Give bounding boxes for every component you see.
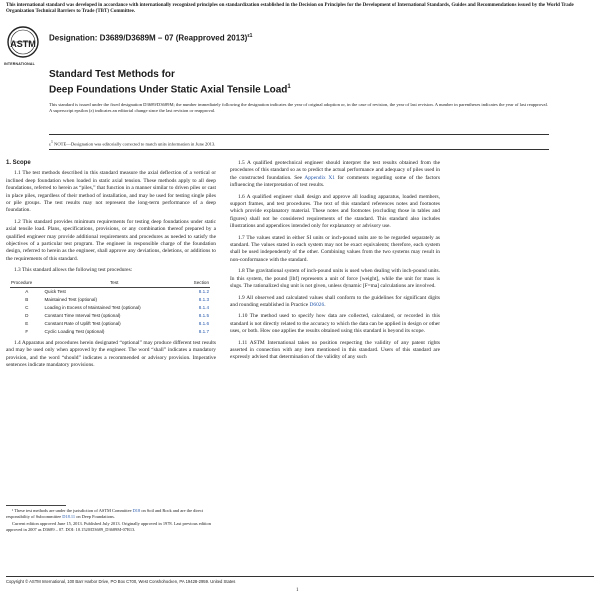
section-link[interactable]: 8.1.4: [198, 304, 209, 310]
table-row: [10, 287, 210, 296]
column-header-procedure: Procedure: [10, 279, 43, 288]
test-cell: Maintained Test (optional): [44, 296, 97, 302]
paragraph-1-7: 1.7 The values stated in either SI units or inch-pound units are to be regarded separately as standard. The values stated in each system may not be exact equivalents; therefore, each system shall be used independently of the other. Combining values from the two systems may result in non-conformance with the standard.: [230, 234, 440, 263]
paragraph-1-2: 1.2 This standard provides minimum requirements for testing deep foundations under static axial tensile load. Plans, specifications, provisions, or any combination thereof prepared by a qualified engineer may provide additional requirements and procedures as needed to satisfy the objectives of a particular test program. The engineer in responsible charge of the foundation design, referred to herein as the engineer, shall approve any deviations, deletions, or additions to the requirements of this standard.: [6, 218, 216, 262]
procedure-cell: A: [25, 288, 29, 294]
page-number: 1: [296, 588, 299, 593]
paragraph-1-9-text: 1.9 All observed and calculated values shall conform to the guidelines for significant digits and rounding established in Practice: [230, 294, 440, 308]
paragraph-1-5: [230, 160, 440, 190]
paragraph-1-4: 1.4 Apparatus and procedures herein designated “optional” may produce different test results and may be used only when approved by the engineer. The word “shall” indicates a mandatory provision, and the word “should” indicates a recommended or advisory provision. Imperative sentences indicate mandatory provisions.: [6, 339, 216, 368]
title-line-1: Standard Test Methods for: [49, 69, 175, 80]
designation-superscript: ε1: [247, 33, 253, 39]
divider: [49, 149, 549, 150]
procedure-cell: F: [25, 328, 29, 334]
d18-11-link[interactable]: D18.11: [62, 513, 76, 519]
editorial-note-prefix: ε: [49, 141, 51, 147]
test-cell: Quick Test: [44, 288, 66, 294]
d18-link[interactable]: D18: [132, 508, 141, 513]
d6026-link[interactable]: D6026: [309, 301, 325, 308]
footnotes: [6, 505, 216, 534]
paragraph-1-10: 1.10 The method used to specify how data are collected, calculated, or recorded in this standard is not directly related to the accuracy to which the data can be applied in design or other uses, or both. How one applies the results obtained using this standard is beyond its scope.: [230, 313, 440, 335]
paragraph-1-11: 1.11 ASTM International takes no position respecting the validity of any patent rights asserted in connection with any item mentioned in this standard. Users of this standard are expressly advised that determination of the validity of any such: [230, 339, 440, 361]
astm-logo: [6, 25, 40, 61]
test-cell: Constant Time Interval Test (optional): [44, 312, 121, 318]
table-header-row: [10, 279, 210, 288]
procedure-table: [10, 279, 210, 336]
table-row: [10, 328, 210, 336]
issue-note: This standard is issued under the fixed designation D3689/D3689M; the number immediately following the designation indicates the year of original adoption or, in the case of revision, the year of last revision. A number in parentheses indicates the year of last reapproval. A superscript epsilon (ε) indicates an editorial change since the last revision or reapproval.: [49, 102, 549, 114]
paragraph-1-8: 1.8 The gravitational system of inch-pound units is used when dealing with inch-pound units. In this system, the pound [lbf] represents a unit of force [weight], while the unit for mass is slugs. The rationalized slug unit is not given, unless dynamic [F=ma] calculations are involved.: [230, 268, 440, 290]
test-cell: Loading in Excess of Maintained Test (optional): [44, 304, 141, 310]
title-line-2: Deep Foundations Under Static Axial Tensile Load: [49, 84, 288, 96]
footnote-1-text: ¹ These test methods are under the jurisdiction of ASTM Committee: [12, 508, 132, 513]
designation: [49, 33, 252, 43]
section-link[interactable]: 8.1.3: [198, 296, 209, 302]
table-row: [10, 320, 210, 328]
title-superscript: 1: [287, 84, 291, 90]
paragraph-1-9: [230, 295, 440, 310]
footnote-1: [6, 508, 216, 519]
section-heading: 1. Scope: [6, 160, 31, 166]
divider: [49, 134, 549, 135]
header-notice: This international standard was developed in accordance with internationally recognized principles on standardization established in the Decision on Principles for the Development of International Standards, Guides and Recommendations issued by the World Trade Organization Technical Barriers to Trade (TBT) Committee.: [6, 3, 574, 14]
footnote-divider: [6, 505, 66, 506]
footnote-2: Current edition approved June 15, 2013. Published July 2013. Originally approved in 1978. Last previous edition approved in 2007 as D3689 – 07. DOI: 10.1520/D3689_D3689M-07R13.: [6, 521, 211, 532]
procedure-cell: C: [25, 304, 29, 310]
paragraph-1-1: 1.1 The test methods described in this standard measure the axial deflection of a vertical or inclined deep foundation when loaded in static axial tension. These methods apply to all deep foundations, referred to herein as “piles,” that function in a manner similar to driven piles or cast in place piles, regardless of their method of installation, and may be used for testing single piles or pile groups. The test results may not represent the long-term performance of a deep foundation.: [6, 170, 216, 214]
table-row: [10, 312, 210, 320]
table-row: [10, 304, 210, 312]
section-link[interactable]: 8.1.2: [198, 288, 209, 294]
test-cell: Constant Rate of Uplift Test (optional): [44, 320, 121, 326]
procedure-cell: B: [25, 296, 29, 302]
test-cell: Cyclic Loading Test (optional): [44, 328, 105, 334]
left-column: [6, 160, 216, 373]
section-link[interactable]: 8.1.5: [198, 312, 209, 318]
editorial-note-text: NOTE—Designation was editorially corrected to match units information in June 2013.: [54, 141, 216, 147]
designation-text: Designation: D3689/D3689M – 07 (Reapproved 2013): [49, 33, 248, 43]
footnote-1-text-mid: on Soil and Rock and are the direct responsibility of Subcommittee: [6, 508, 204, 519]
footer-divider: [6, 576, 594, 577]
page-title: [49, 69, 449, 96]
copyright: Copyright © ASTM International, 100 Barr Harbor Drive, PO Box C700, West Conshohocken, PA 19428-2959. United States: [6, 579, 236, 584]
procedure-cell: D: [25, 312, 29, 318]
section-link[interactable]: 8.1.7: [198, 328, 209, 334]
editorial-note-prefix-sup: 1: [50, 140, 53, 144]
footnote-1-text-end: on Deep Foundations.: [76, 513, 115, 519]
procedure-cell: E: [25, 320, 29, 326]
paragraph-1-3: 1.3 This standard allows the following test procedures:: [14, 267, 133, 274]
appendix-x1-link[interactable]: Appendix X1: [304, 174, 335, 181]
logo-text: ASTM: [10, 39, 36, 49]
paragraph-1-5-text: 1.5 A qualified geotechnical engineer should interpret the test results obtained from the procedures of this standard so as to predict the actual performance and adequacy of piles used in the constructed foundation. See: [230, 160, 440, 181]
column-header-section: Section: [185, 279, 210, 288]
table-row: [10, 296, 210, 304]
paragraph-1-5-text-end: for comments regarding some of the factors influencing the interpretation of test results.: [230, 174, 441, 189]
paragraph-1-9-text-end: .: [324, 301, 326, 308]
section-link[interactable]: 8.1.6: [198, 320, 209, 326]
right-column: [230, 160, 440, 366]
editorial-note: [49, 140, 549, 147]
column-header-test: Test: [43, 279, 185, 288]
paragraph-1-6: 1.6 A qualified engineer shall design and approve all loading apparatus, loaded members, support frames, and test procedures. The text of this standard references notes and footnotes which provide explanatory material. These notes and footnotes (excluding those in tables and figures) shall not be considered requirements of the standard. This standard also includes illustrations and appendices intended only for explanatory or advisory use.: [230, 193, 440, 230]
astm-logo-icon: [6, 25, 40, 61]
logo-caption: INTERNATIONAL: [4, 62, 35, 66]
